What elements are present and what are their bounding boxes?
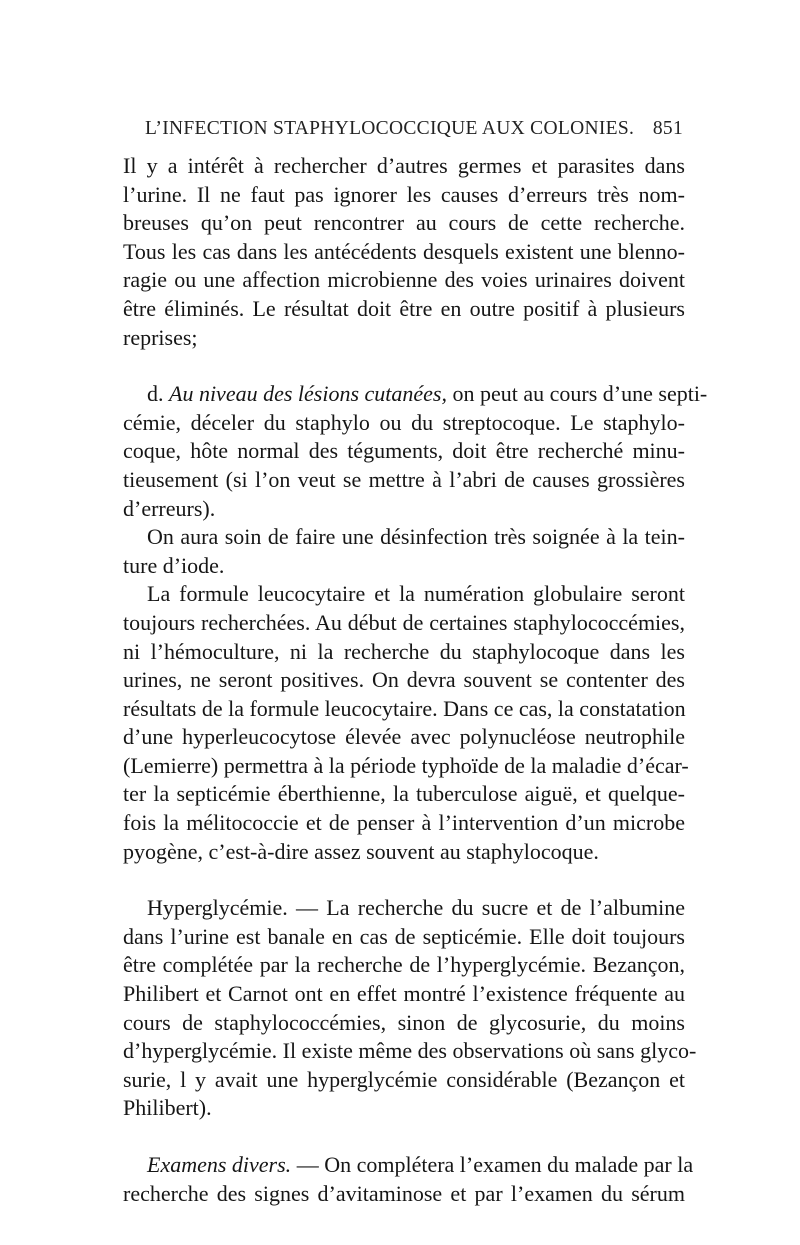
- text-line: [123, 380, 708, 409]
- running-title: L’INFECTION STAPHYLOCOCCIQUE AUX COLONIES.: [145, 118, 635, 139]
- paragraph: [123, 152, 685, 352]
- text-line: ture d’iode.: [123, 552, 225, 578]
- text-line: d’hyperglycémie. Il existe même des observations où sans glyco-: [123, 1038, 697, 1064]
- text-line: Philibert et Carnot ont en effet montré l’existence fréquente au: [123, 981, 685, 1007]
- text-line: urines, ne seront positives. On devra souvent se contenter des: [123, 667, 685, 693]
- text-line: dans l’urine est banale en cas de septicémie. Elle doit toujours: [123, 923, 685, 949]
- text-line: résultats de la formule leucocytaire. Dans ce cas, la constatation: [123, 695, 686, 721]
- italic-lead: Au niveau des lésions cutanées,: [169, 381, 447, 407]
- text-line: La formule leucocytaire et la numération globulaire seront: [147, 581, 685, 607]
- text-line: Tous les cas dans les antécédents desquels existent une blenno-: [123, 238, 685, 264]
- text-line: être complétée par la recherche de l’hyperglycémie. Bezançon,: [123, 952, 685, 978]
- paragraph-gap: [123, 352, 685, 380]
- text-line: breuses qu’on peut rencontrer au cours de cette recherche.: [123, 210, 685, 236]
- line-rest: — On complétera l’examen du malade par la: [296, 1152, 694, 1177]
- text-line: d’une hyperleucocytose élevée avec polynucléose neutrophile: [123, 724, 685, 750]
- text-line: cours de staphylococcémies, sinon de glycosurie, du moins: [123, 1009, 685, 1035]
- paragraph: [123, 894, 697, 1123]
- item-label: d.: [147, 381, 164, 407]
- body-text: [123, 152, 708, 1208]
- text-line: [123, 1151, 694, 1180]
- text-line: ni l’hémoculture, ni la recherche du staphylocoque dans les: [123, 638, 685, 664]
- text-line: Hyperglycémie. — La recherche du sucre et de l’albumine: [147, 895, 685, 921]
- text-line: tieusement (si l’on veut se mettre à l’abri de causes grossières: [123, 466, 685, 492]
- text-line: recherche des signes d’avitaminose et par l’examen du sérum: [123, 1180, 685, 1206]
- text-line: pyogène, c’est-à-dire assez souvent au staphylocoque.: [123, 838, 599, 864]
- text-line: On aura soin de faire une désinfection très soignée à la tein-: [147, 524, 685, 550]
- italic-lead: Examens divers.: [147, 1152, 292, 1177]
- text-line: reprises;: [123, 324, 198, 350]
- text-line: ragie ou une affection microbienne des voies urinaires doivent: [123, 267, 685, 293]
- page-number: 851: [652, 118, 683, 139]
- text-line: cémie, déceler du staphylo ou du streptocoque. Le staphylo-: [123, 409, 685, 435]
- text-line: ter la septicémie éberthienne, la tuberculose aiguë, et quelque-: [123, 781, 685, 807]
- text-line: l’urine. Il ne faut pas ignorer les causes d’erreurs très nom-: [123, 181, 685, 207]
- paragraph: [123, 523, 685, 580]
- text-line: coque, hôte normal des téguments, doit être recherché minu-: [123, 438, 685, 464]
- text-line: surie, l y avait une hyperglycémie considérable (Bezançon et: [123, 1066, 685, 1092]
- paragraph: [123, 380, 708, 523]
- paragraph-gap: [123, 866, 685, 894]
- text-line: toujours recherchées. Au début de certaines staphylococcémies,: [123, 609, 685, 635]
- text-line: d’erreurs).: [123, 495, 216, 521]
- text-line: Philibert).: [123, 1095, 212, 1121]
- text-line: fois la mélitococcie et de penser à l’intervention d’un microbe: [123, 810, 685, 836]
- text-line: Il y a intérêt à rechercher d’autres germes et parasites dans: [123, 153, 685, 178]
- text-line: (Lemierre) permettra à la période typhoïde de la maladie d’écar-: [123, 752, 689, 778]
- text-line: être éliminés. Le résultat doit être en outre positif à plusieurs: [123, 295, 685, 321]
- paragraph-gap: [123, 1123, 685, 1151]
- paragraph: [123, 1151, 694, 1208]
- line-rest: on peut au cours d’une septi-: [452, 381, 708, 407]
- paragraph: [123, 580, 689, 866]
